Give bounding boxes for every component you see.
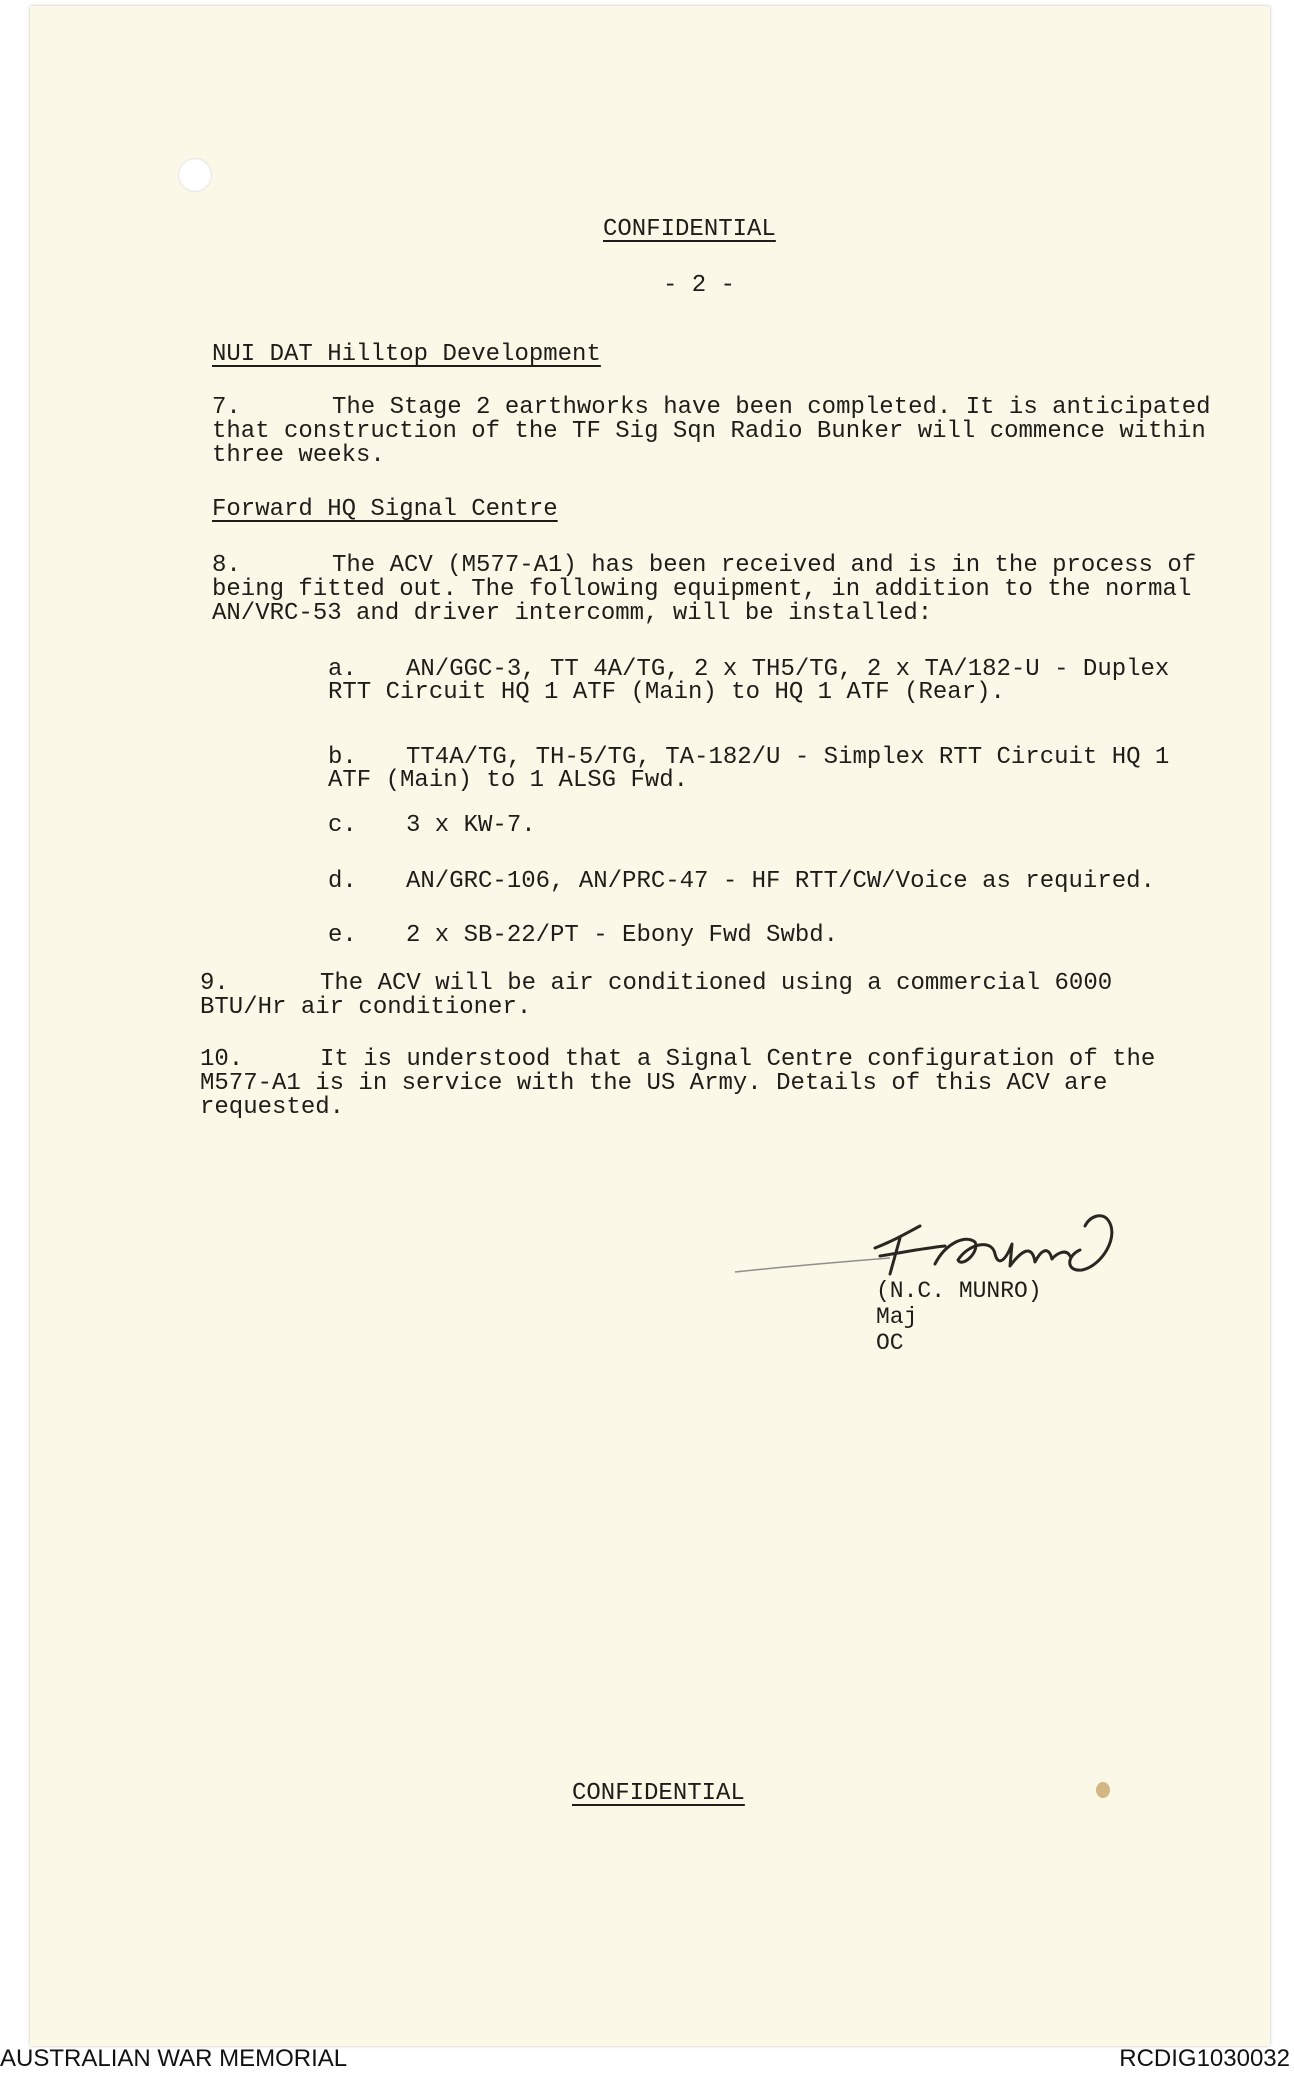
record-id: RCDIG1030032 [1119,2045,1290,2072]
item-text: 3 x KW-7. [406,812,536,839]
paragraph-text: The ACV (M577-A1) has been received and is in the process of being fitted out. The following equipment, in addition to the normal AN/VRC-53 and driver intercomm, will be installed: [212,552,1197,627]
paragraph-text: The ACV will be air conditioned using a commercial 6000 BTU/Hr air conditioner. [200,970,1113,1021]
equipment-item-c [328,814,1188,837]
footer-classification: CONFIDENTIAL [572,1780,745,1807]
header-classification: CONFIDENTIAL [603,216,776,243]
equipment-item-a [328,658,1208,704]
signatory-block [876,1278,1042,1356]
paragraph-number: 7. [212,394,241,421]
signatory-name: (N.C. MUNRO) [876,1278,1042,1304]
item-text: TT4A/TG, TH-5/TG, TA-182/U - Simplex RTT Circuit HQ 1 ATF (Main) to 1 ALSG Fwd. [328,744,1170,794]
archive-credit: AUSTRALIAN WAR MEMORIAL [0,2045,348,2072]
paragraph-text: The Stage 2 earthworks have been completed. It is anticipated that construction of the TF Sig Sqn Radio Bunker will commence within three weeks. [212,394,1211,469]
item-text: 2 x SB-22/PT - Ebony Fwd Swbd. [406,922,839,949]
paragraph-8 [212,554,1222,626]
signatory-appointment: OC [876,1330,904,1356]
section-heading-forward-hq: Forward HQ Signal Centre [212,496,558,523]
item-text: AN/GRC-106, AN/PRC-47 - HF RTT/CW/Voice as required. [406,868,1155,895]
paragraph-10 [200,1048,1220,1120]
item-label: c. [328,812,357,839]
paragraph-number: 10. [200,1046,244,1073]
item-label: d. [328,868,357,895]
page-number: - 2 - [663,272,736,299]
item-label: a. [328,656,357,683]
paragraph-number: 9. [200,970,229,997]
paragraph-text: It is understood that a Signal Centre configuration of the M577-A1 is in service with the US Army. Details of this ACV are requested. [200,1046,1156,1121]
punch-hole [178,158,212,192]
signatory-rank: Maj [876,1304,918,1330]
stain-spot [1096,1782,1110,1798]
item-label: e. [328,922,357,949]
paragraph-number: 8. [212,552,241,579]
paragraph-7 [212,396,1212,468]
section-heading-hilltop: NUI DAT Hilltop Development [212,341,601,368]
paragraph-9 [200,972,1200,1020]
item-label: b. [328,744,357,771]
equipment-item-d [328,870,1228,893]
item-text: AN/GGC-3, TT 4A/TG, 2 x TH5/TG, 2 x TA/182-U - Duplex RTT Circuit HQ 1 ATF (Main) to HQ 1 ATF (Rear). [328,656,1170,706]
equipment-item-e [328,924,1188,947]
document-page [30,6,1270,2046]
equipment-item-b [328,746,1188,792]
